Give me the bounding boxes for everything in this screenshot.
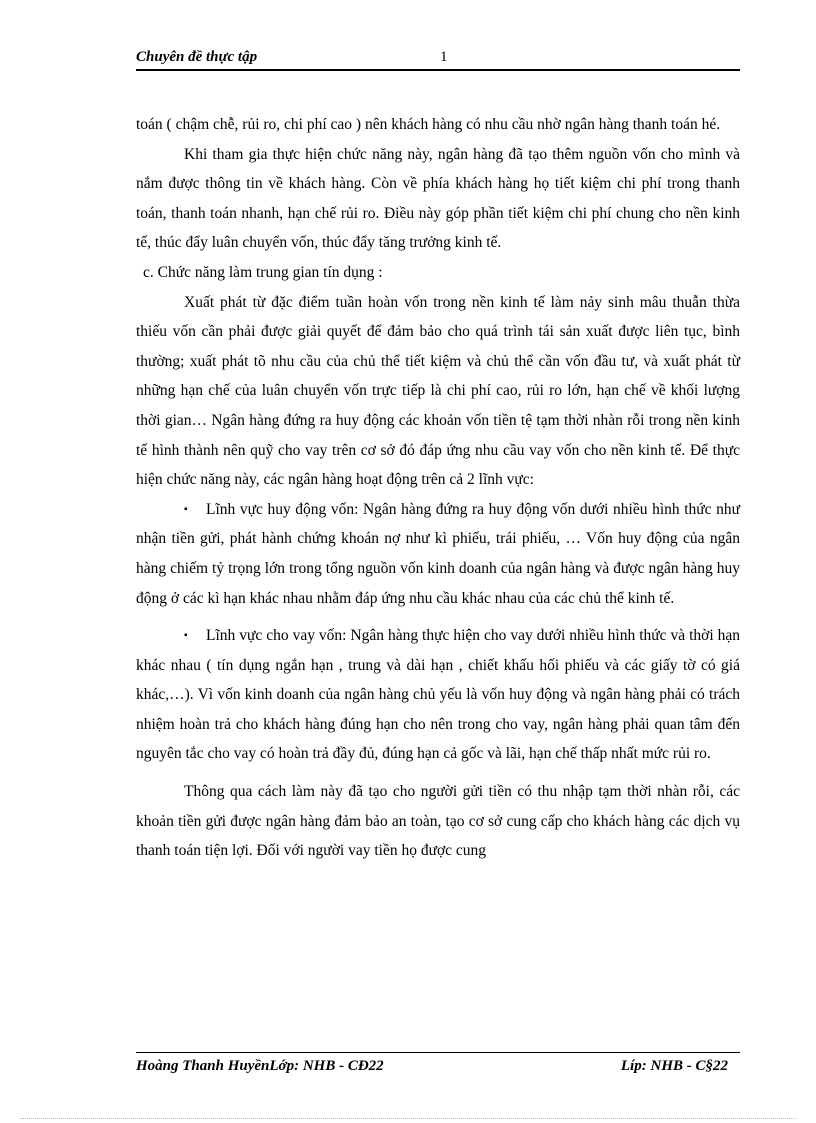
- page-footer: [136, 1052, 740, 1074]
- bullet-square-icon: ▪: [184, 503, 188, 515]
- bullet-square-icon: ▪: [184, 630, 188, 642]
- bullet-text: Lĩnh vực huy động vốn: Ngân hàng đứng ra huy động vốn dưới nhiều hình thức như nhận tiền gửi, phát hành chứng khoán nợ như kì phiếu, trái phiếu, … Vốn huy động của ngân hàng chiếm tỷ trọng lớn trong tổng nguồn vốn kinh doanh của ngân hàng và được ngân hàng huy động ở các kì hạn khác nhau nhằm đáp ứng nhu cầu khác nhau của các chủ thể kinh tế.: [136, 500, 740, 607]
- paragraph: Thông qua cách làm này đã tạo cho người gửi tiền có thu nhập tạm thời nhàn rỗi, các khoản tiền gửi được ngân hàng đảm bảo an toàn, tạo cơ sở cung cấp cho khách hàng các dịch vụ thanh toán tiện lợi. Đối với người vay tiền họ được cung: [136, 783, 740, 860]
- paragraph: Xuất phát từ đặc điểm tuần hoàn vốn trong nền kinh tế làm nảy sinh mâu thuẫn thừa thiếu vốn cần phải được giải quyết để đảm bảo cho quá trình tái sản xuất được liên tục, bình thường; xuất phát tõ nhu cầu của chủ thể tiết kiệm và chủ thể cần vốn đầu tư, và xuất phát từ những hạn chế của luân chuyển vốn trực tiếp là chi phí cao, rủi ro lớn, hạn chế về khối lượng thời gian… Ngân hàng đứng ra huy động các khoản vốn tiền tệ tạm thời nhàn rỗi trong nền kinh tế hình thành nên quỹ cho vay trên cơ sở đó đáp ứng nhu cầu vay vốn cho nền kinh tế. Để thực hiện chức năng này, các ngân hàng hoạt động trên cả 2 lĩnh vực:: [136, 293, 740, 489]
- subsection-heading: c. Chức năng làm trung gian tín dụng :: [143, 263, 383, 281]
- page-edge-divider: [20, 1118, 796, 1119]
- document-body: [136, 110, 740, 866]
- paragraph: toán ( chậm chễ, rủi ro, chi phí cao ) nên khách hàng có nhu cầu nhờ ngân hàng thanh toán hé.: [136, 116, 721, 133]
- bullet-text: Lĩnh vực cho vay vốn: Ngân hàng thực hiện cho vay dưới nhiều hình thức và thời hạn khác nhau ( tín dụng ngắn hạn , trung và dài hạn , chiết khấu hối phiếu và các giấy tờ có giá khác,…). Vì vốn kinh doanh của ngân hàng chủ yếu là vốn huy động và ngân hàng phải có trách nhiệm hoàn trả cho khách hàng đúng hạn cho nên trong cho vay, ngân hàng phải quan tâm đến nguyên tắc cho vay có hoàn trả đầy đủ, đúng hạn cả gốc và lãi, hạn chế thấp nhất mức rủi ro.: [136, 627, 740, 763]
- page-header: [136, 49, 740, 71]
- paragraph: Khi tham gia thực hiện chức năng này, ngân hàng đã tạo thêm nguồn vốn cho mình và nắm được thông tin về khách hàng. Còn về phía khách hàng họ tiết kiệm chi phí trong thanh toán, thanh toán nhanh, hạn chế rủi ro. Điều này góp phần tiết kiệm chi phí chung cho nền kinh tế, thúc đẩy luân chuyển vốn, thúc đẩy tăng trưởng kinh tế.: [136, 145, 740, 252]
- bullet-item: [136, 495, 740, 613]
- header-title: Chuyên đề thực tập: [136, 49, 258, 65]
- page-number: 1: [440, 49, 448, 65]
- bullet-item: [136, 621, 740, 769]
- footer-class: Líp: NHB - C§22: [620, 1058, 728, 1074]
- footer-author: Hoàng Thanh HuyềnLớp: NHB - CĐ22: [136, 1058, 384, 1074]
